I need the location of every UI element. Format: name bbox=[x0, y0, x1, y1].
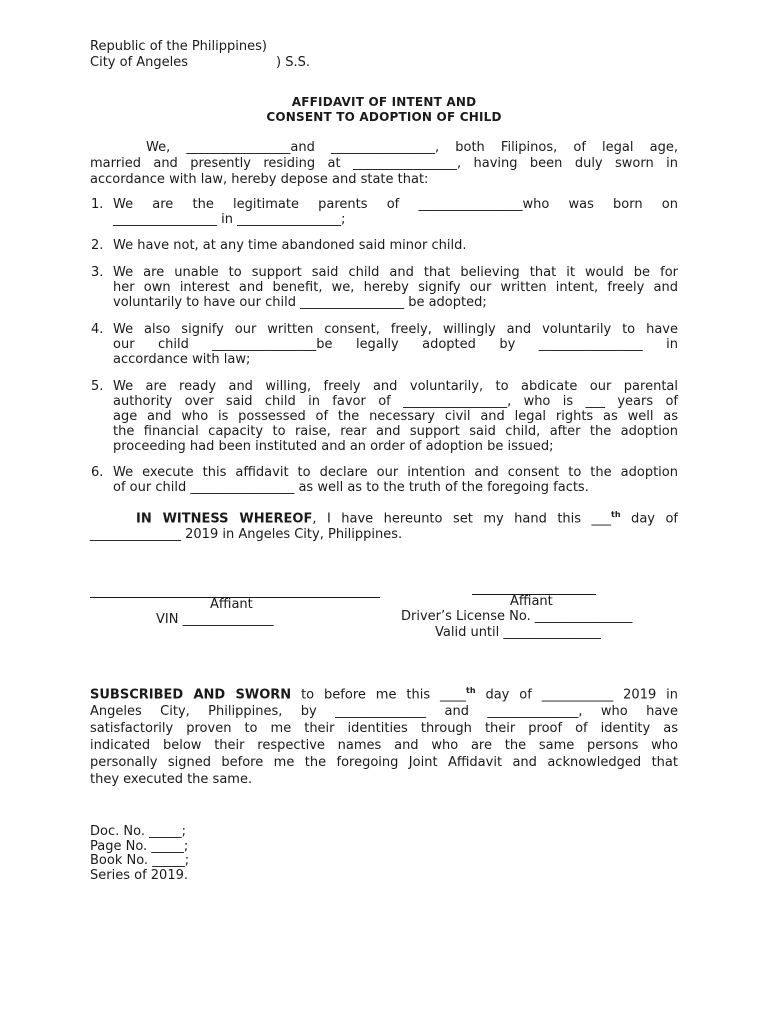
list-item-line: We also signify our written consent, freely, willingly and voluntarily to have bbox=[113, 322, 678, 337]
page-number: Page No. _____; bbox=[90, 839, 189, 854]
left-affiant-id: VIN ______________ bbox=[156, 612, 274, 627]
list-item-5 bbox=[91, 379, 678, 454]
list-item-number: 6. bbox=[91, 465, 104, 480]
intro-line-3: accordance with law, hereby depose and state that: bbox=[90, 172, 429, 187]
venue-line-2-left: City of Angeles bbox=[90, 55, 189, 70]
list-item-line: We are ready and willing, freely and voluntarily, to abdicate our parental bbox=[113, 379, 678, 394]
list-item-number: 2. bbox=[91, 238, 104, 253]
jurat-last-line: they executed the same. bbox=[90, 772, 253, 788]
list-item-line: her own interest and benefit, we, hereby signify our written intent, freely and bbox=[113, 280, 678, 295]
doc-number: Doc. No. _____; bbox=[90, 824, 186, 839]
jurat-text: to before me this ____ bbox=[291, 687, 467, 703]
list-item-line: We are unable to support said child and that believing that it would be for bbox=[113, 265, 678, 280]
list-item-line: ________________ in ________________; bbox=[113, 212, 346, 227]
jurat-paragraph bbox=[90, 682, 678, 788]
list-item-number: 4. bbox=[91, 322, 104, 337]
intro-paragraph bbox=[90, 140, 678, 188]
list-item-line: We execute this affidavit to declare our intention and consent to the adoption bbox=[113, 465, 678, 480]
jurat-line: personally signed before me the foregoing Joint Affidavit and acknowledged that bbox=[90, 755, 678, 771]
list-item-line: of our child ________________ as well as to the truth of the foregoing facts. bbox=[113, 480, 589, 495]
jurat-line-1 bbox=[90, 682, 678, 703]
list-item-3 bbox=[91, 265, 678, 310]
list-item-6 bbox=[91, 465, 678, 495]
jurat-text-end: day of ___________ 2019 in bbox=[475, 687, 678, 703]
list-item-number: 3. bbox=[91, 265, 104, 280]
list-item-line: proceeding had been instituted and an order of adoption be issued; bbox=[113, 439, 554, 454]
witness-ordinal: th bbox=[611, 510, 621, 519]
list-item-2 bbox=[91, 238, 678, 253]
jurat-ordinal: th bbox=[466, 686, 476, 695]
witness-line-1 bbox=[90, 507, 678, 527]
list-item-4 bbox=[91, 322, 678, 367]
venue-line-1: Republic of the Philippines) bbox=[90, 39, 267, 54]
witness-text-end: day of bbox=[620, 511, 678, 527]
left-affiant-label: Affiant bbox=[210, 597, 253, 612]
list-item-line: voluntarily to have our child ________________ be adopted; bbox=[113, 295, 487, 310]
list-item-line: authority over said child in favor of ________________, who is ___ years of bbox=[113, 394, 678, 409]
list-item-number: 5. bbox=[91, 379, 104, 394]
right-affiant-label: Affiant bbox=[510, 594, 553, 609]
list-item-line: our child ________________be legally adopted by ________________ in bbox=[113, 337, 678, 352]
witness-heading: IN WITNESS WHEREOF bbox=[136, 511, 313, 527]
list-item-line: We are the legitimate parents of ________________who was born on bbox=[113, 197, 678, 212]
list-item-number: 1. bbox=[91, 197, 104, 212]
jurat-heading: SUBSCRIBED AND SWORN bbox=[90, 687, 292, 703]
witness-paragraph bbox=[90, 507, 678, 543]
jurat-line: satisfactorily proven to me their identities through their proof of identity as bbox=[90, 721, 678, 737]
intro-line-2: married and presently residing at ________________, having been duly sworn in bbox=[90, 156, 678, 171]
list-item-line: the financial capacity to raise, rear and support said child, after the adoption bbox=[113, 424, 678, 439]
jurat-line: indicated below their respective names and who are the same persons who bbox=[90, 738, 678, 754]
list-item-line: age and who is possessed of the necessary civil and legal rights as well as bbox=[113, 409, 678, 424]
list-item-line: We have not, at any time abandoned said minor child. bbox=[113, 238, 467, 253]
venue-line-2-right: ) S.S. bbox=[276, 55, 310, 70]
series-year: Series of 2019. bbox=[90, 868, 188, 883]
intro-line-1: We, ________________and ________________, both Filipinos, of legal age, bbox=[146, 140, 678, 155]
list-item-1 bbox=[91, 197, 678, 227]
witness-text: , I have hereunto set my hand this ___ bbox=[312, 511, 612, 527]
witness-line-2: ______________ 2019 in Angeles City, Philippines. bbox=[90, 527, 403, 543]
document-title-line-2: CONSENT TO ADOPTION OF CHILD bbox=[266, 110, 502, 124]
jurat-line: Angeles City, Philippines, by ______________ and ______________, who have bbox=[90, 704, 678, 720]
book-number: Book No. _____; bbox=[90, 853, 190, 868]
right-affiant-valid: Valid until _______________ bbox=[435, 625, 601, 640]
right-affiant-id: Driver’s License No. _______________ bbox=[401, 609, 633, 624]
document-title-line-1: AFFIDAVIT OF INTENT AND bbox=[291, 95, 477, 109]
list-item-line: accordance with law; bbox=[113, 352, 251, 367]
